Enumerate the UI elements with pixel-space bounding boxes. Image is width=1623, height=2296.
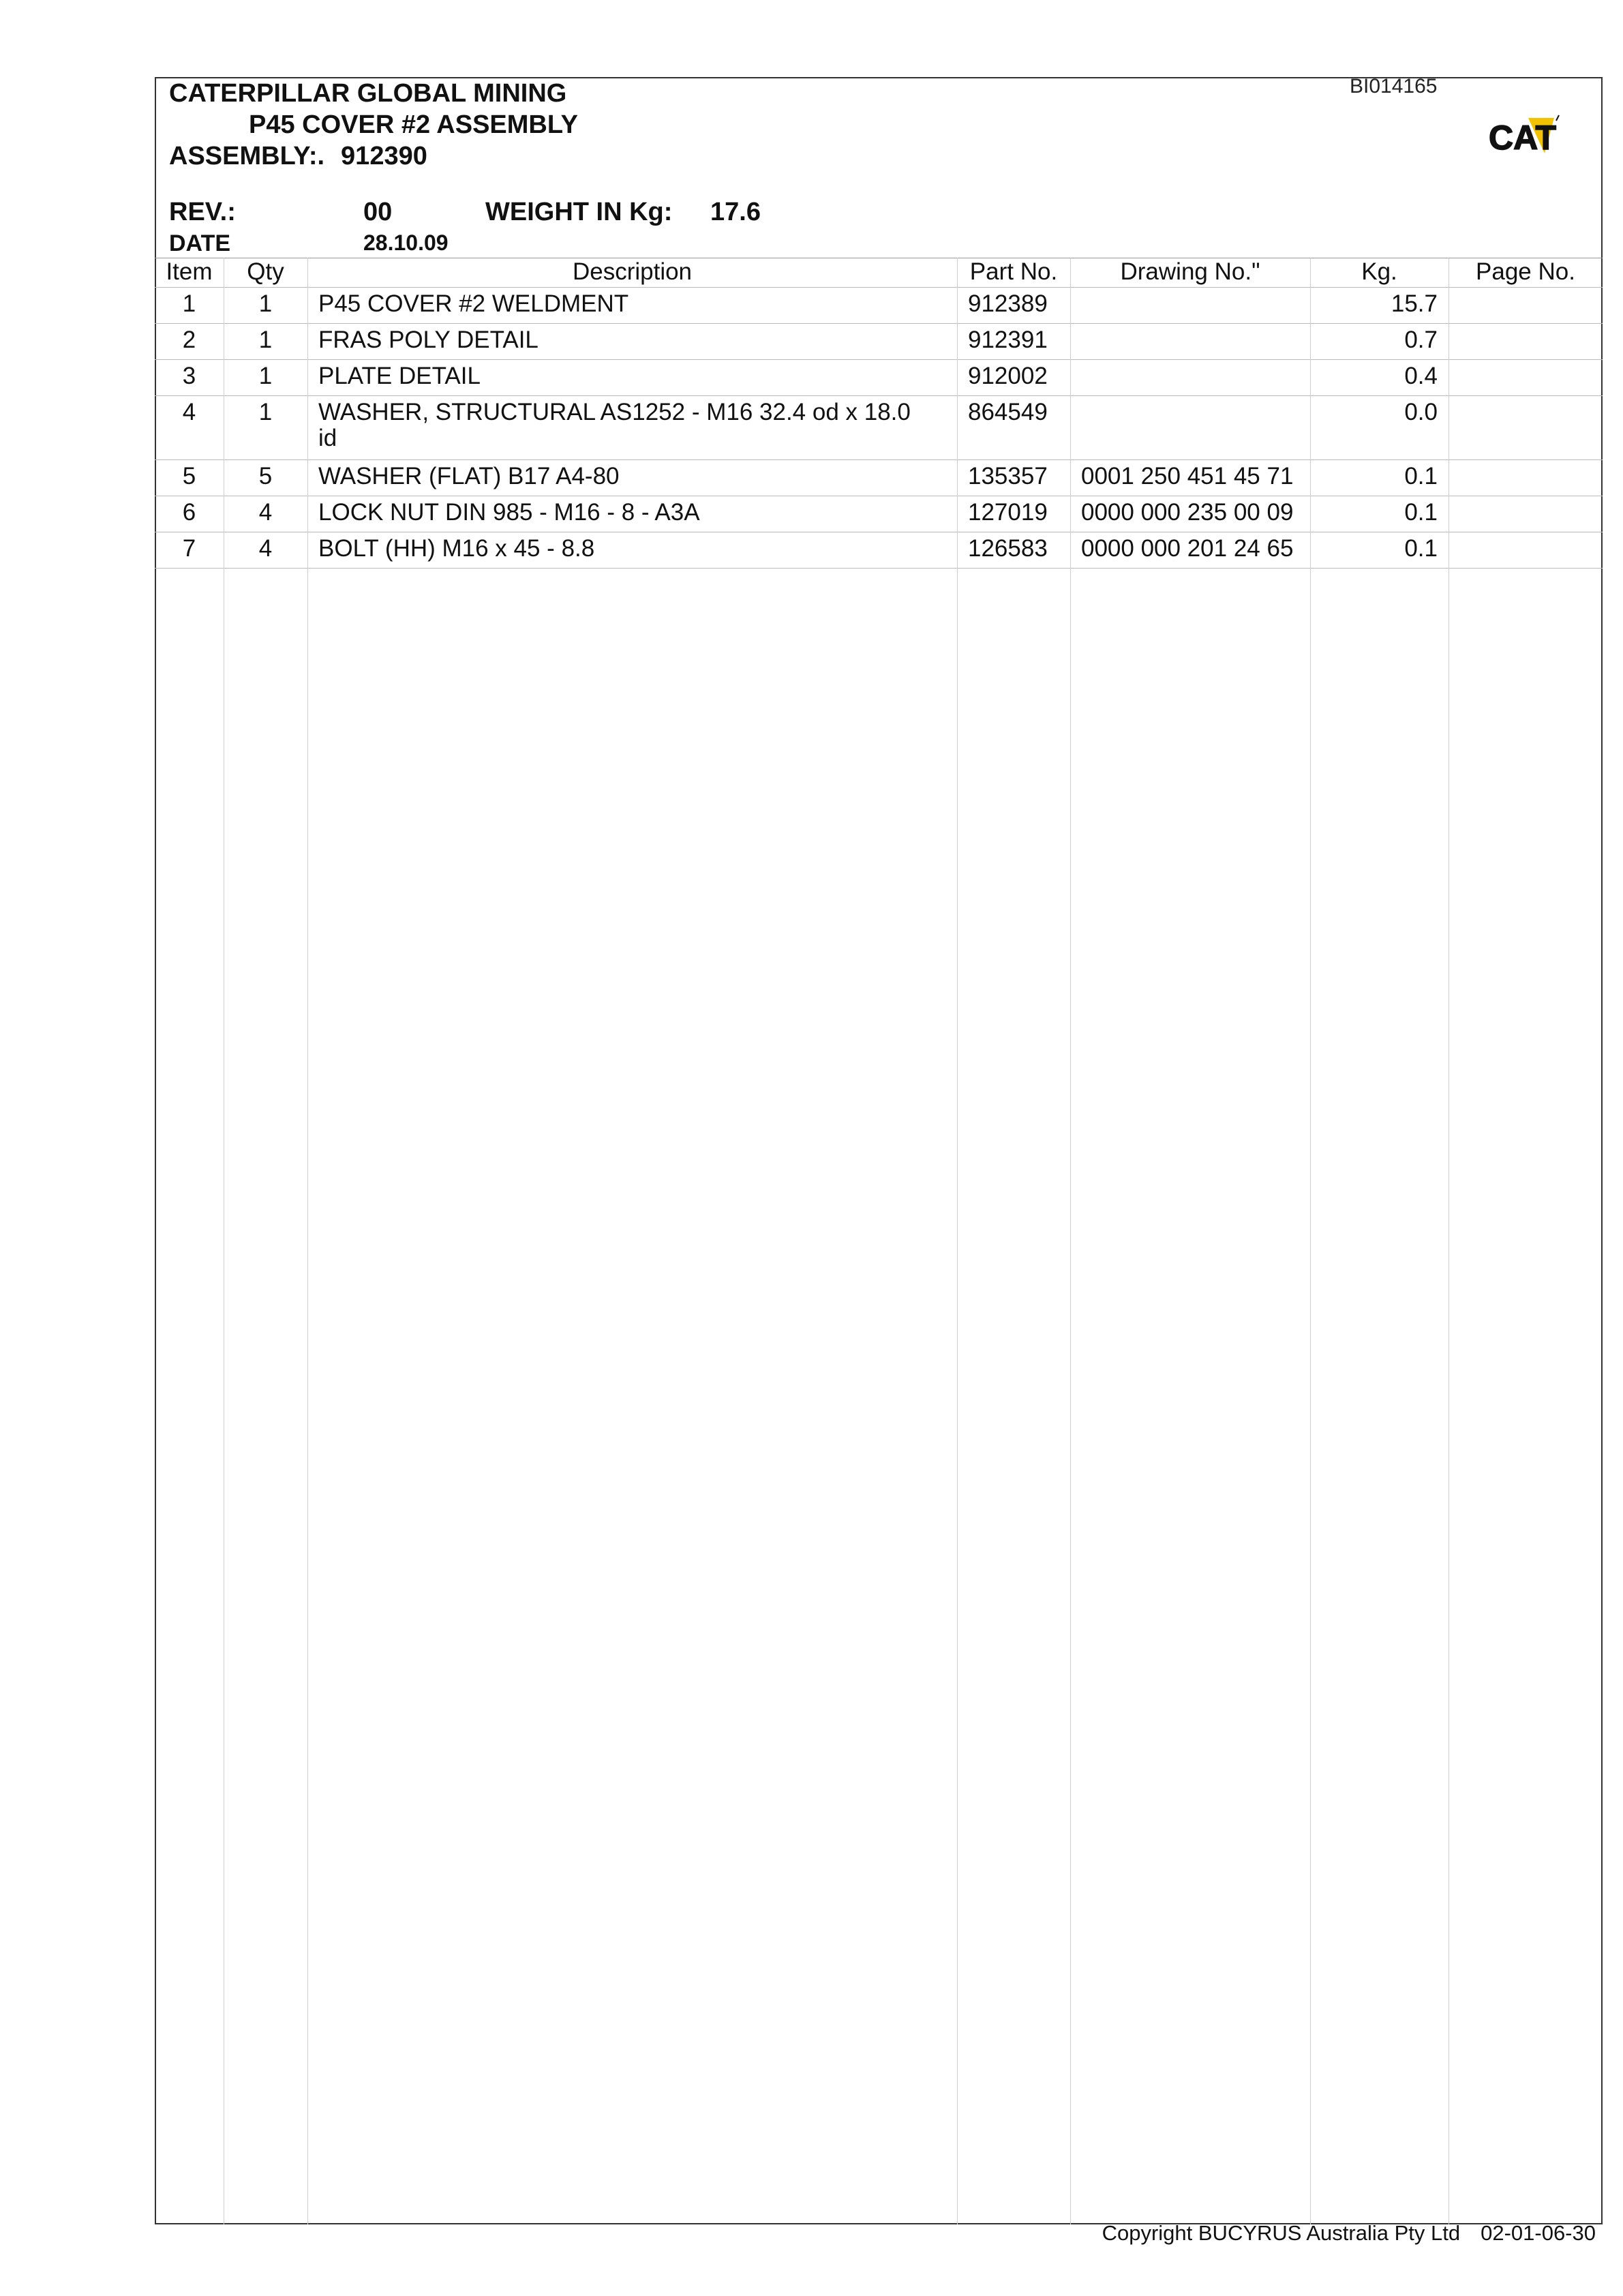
date-value: 28.10.09 bbox=[363, 230, 449, 255]
cell-qty: 5 bbox=[258, 463, 273, 489]
cell-qty: 1 bbox=[258, 327, 273, 353]
cell-qty: 1 bbox=[258, 399, 273, 425]
cell-drawing-number: 0001 250 451 45 71 bbox=[1081, 463, 1294, 489]
cell-part-number: 864549 bbox=[968, 399, 1048, 425]
cell-item: 5 bbox=[182, 463, 196, 489]
rev-label: REV.: bbox=[169, 198, 236, 226]
cell-weight-kg: 0.0 bbox=[1404, 399, 1438, 425]
copyright-text: Copyright BUCYRUS Australia Pty Ltd bbox=[1102, 2221, 1461, 2245]
cell-qty: 4 bbox=[258, 499, 273, 526]
cell-item: 1 bbox=[182, 290, 196, 317]
column-header-page-number: Page No. bbox=[1476, 258, 1575, 285]
column-divider bbox=[1070, 258, 1071, 2224]
cell-qty: 1 bbox=[258, 290, 273, 317]
cell-description: P45 COVER #2 WELDMENT bbox=[318, 290, 629, 317]
column-divider bbox=[957, 258, 958, 2224]
cell-part-number: 912391 bbox=[968, 327, 1048, 353]
page-code: 02-01-06-30 bbox=[1481, 2221, 1596, 2245]
cell-description: LOCK NUT DIN 985 - M16 - 8 - A3A bbox=[318, 499, 700, 526]
cell-weight-kg: 15.7 bbox=[1391, 290, 1438, 317]
document-id: BI014165 bbox=[1350, 75, 1438, 97]
cell-drawing-number: 0000 000 201 24 65 bbox=[1081, 535, 1294, 562]
cell-description-continued: id bbox=[318, 425, 337, 451]
cell-description: WASHER, STRUCTURAL AS1252 - M16 32.4 od x 18.0 bbox=[318, 399, 911, 425]
cell-part-number: 127019 bbox=[968, 499, 1048, 526]
column-divider bbox=[1448, 258, 1449, 2224]
cell-item: 2 bbox=[182, 327, 196, 353]
column-divider bbox=[307, 258, 308, 2224]
column-header-description: Description bbox=[572, 258, 693, 285]
cell-qty: 1 bbox=[258, 363, 273, 389]
cell-weight-kg: 0.4 bbox=[1404, 363, 1438, 389]
row-divider bbox=[155, 287, 1603, 288]
cell-part-number: 135357 bbox=[968, 463, 1048, 489]
cat-logo bbox=[1486, 112, 1564, 159]
column-header-item: Item bbox=[166, 258, 213, 285]
weight-label: WEIGHT IN Kg: bbox=[485, 198, 673, 226]
cell-description: WASHER (FLAT) B17 A4-80 bbox=[318, 463, 620, 489]
cell-item: 6 bbox=[182, 499, 196, 526]
assembly-number: 912390 bbox=[341, 142, 427, 170]
assembly-line bbox=[169, 142, 427, 171]
row-divider bbox=[155, 568, 1603, 569]
weight-value: 17.6 bbox=[710, 198, 761, 226]
page-footer bbox=[1102, 2221, 1596, 2246]
cell-weight-kg: 0.7 bbox=[1404, 327, 1438, 353]
cell-weight-kg: 0.1 bbox=[1404, 535, 1438, 562]
cell-item: 7 bbox=[182, 535, 196, 562]
cell-drawing-number: 0000 000 235 00 09 bbox=[1081, 499, 1294, 526]
cell-part-number: 912389 bbox=[968, 290, 1048, 317]
row-divider bbox=[155, 323, 1603, 324]
rev-value: 00 bbox=[363, 198, 393, 226]
assembly-label: ASSEMBLY:. bbox=[169, 142, 325, 170]
cell-part-number: 912002 bbox=[968, 363, 1048, 389]
column-header-part-number: Part No. bbox=[969, 258, 1058, 285]
cell-part-number: 126583 bbox=[968, 535, 1048, 562]
row-divider bbox=[155, 459, 1603, 460]
cell-item: 3 bbox=[182, 363, 196, 389]
cell-weight-kg: 0.1 bbox=[1404, 499, 1438, 526]
cell-description: BOLT (HH) M16 x 45 - 8.8 bbox=[318, 535, 595, 562]
cell-weight-kg: 0.1 bbox=[1404, 463, 1438, 489]
row-divider bbox=[155, 359, 1603, 360]
cell-description: FRAS POLY DETAIL bbox=[318, 327, 539, 353]
row-divider bbox=[155, 395, 1603, 396]
date-label: DATE bbox=[169, 230, 231, 256]
cell-qty: 4 bbox=[258, 535, 273, 562]
cell-description: PLATE DETAIL bbox=[318, 363, 481, 389]
cat-logo-text: CAT bbox=[1489, 119, 1557, 157]
column-header-drawing-number: Drawing No." bbox=[1120, 258, 1260, 285]
cell-item: 4 bbox=[182, 399, 196, 425]
assembly-title: P45 COVER #2 ASSEMBLY bbox=[249, 110, 578, 139]
company-name: CATERPILLAR GLOBAL MINING bbox=[169, 79, 567, 108]
column-header-weight-kg: Kg. bbox=[1361, 258, 1397, 285]
column-header-qty: Qty bbox=[247, 258, 284, 285]
